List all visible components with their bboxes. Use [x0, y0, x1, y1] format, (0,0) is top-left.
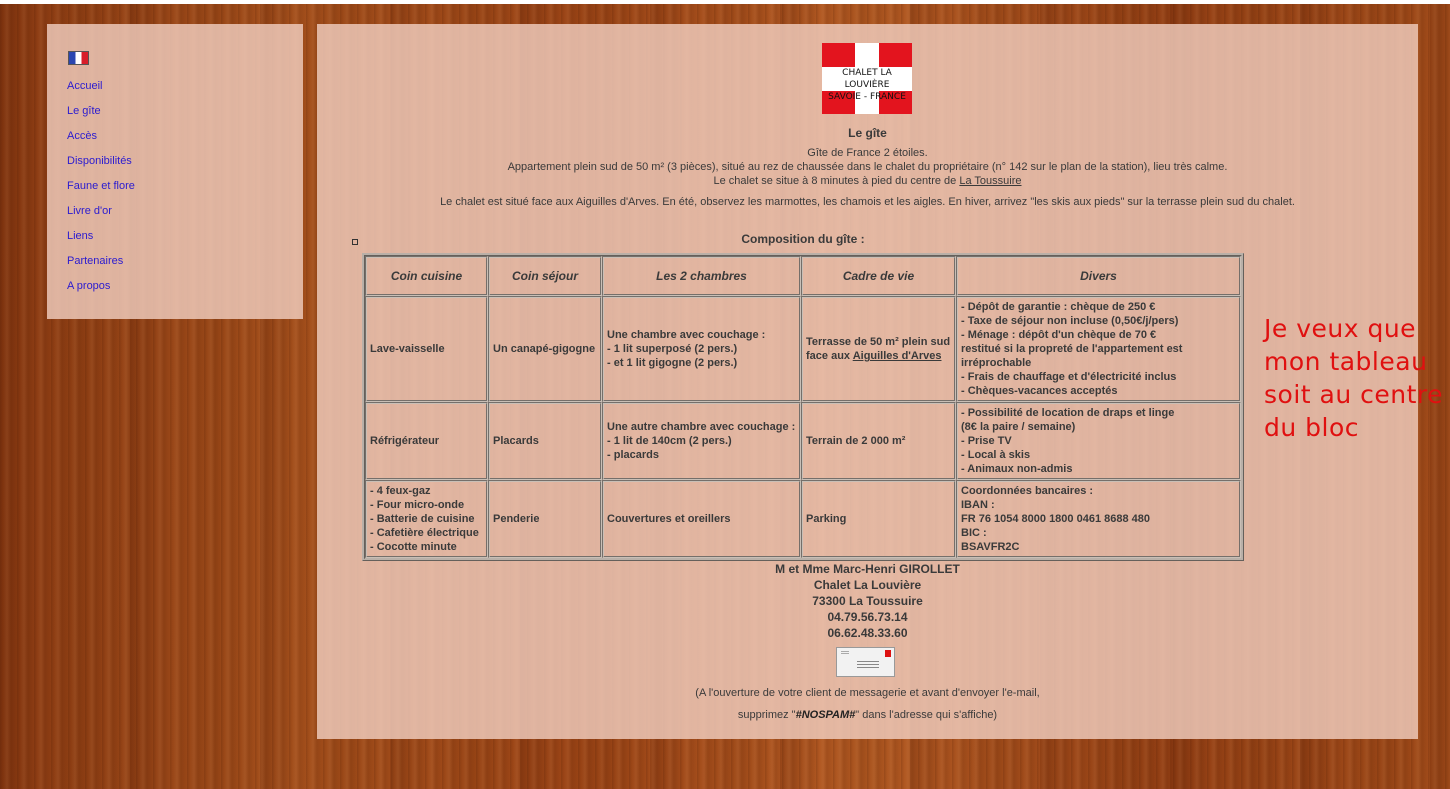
- header-divers: Divers: [956, 256, 1241, 296]
- table-cell: Lave-vaisselle: [365, 296, 488, 402]
- cell-line: - Taxe de séjour non incluse (0,50€/j/pers): [961, 315, 1179, 327]
- nav-link[interactable]: Accès: [67, 130, 97, 142]
- note-text: " dans l'adresse qui s'affiche): [855, 709, 998, 721]
- sidebar-item-liens[interactable]: [67, 229, 135, 254]
- envelope-icon[interactable]: [836, 647, 895, 677]
- table-row: [365, 402, 1241, 480]
- sidebar: [47, 24, 303, 319]
- main-content: [317, 24, 1418, 739]
- sidebar-item-livre-dor[interactable]: [67, 204, 135, 229]
- composition-table: [362, 253, 1244, 561]
- sidebar-item-le-gite[interactable]: [67, 104, 135, 129]
- cell-line: - Dépôt de garantie : chèque de 250 €: [961, 301, 1156, 313]
- cell-line: - Chèques-vacances acceptés: [961, 385, 1118, 397]
- table-header-row: [365, 256, 1241, 296]
- intro-line-3-text: Le chalet se situe à 8 minutes à pied du centre de: [713, 175, 960, 187]
- header-coin-sejour: Coin séjour: [488, 256, 602, 296]
- la-toussuire-link[interactable]: La Toussuire: [959, 175, 1022, 187]
- sidebar-item-partenaires[interactable]: [67, 254, 135, 279]
- sidebar-item-faune-et-flore[interactable]: [67, 179, 135, 204]
- header-coin-cuisine: Coin cuisine: [365, 256, 488, 296]
- intro-line-1: Gîte de France 2 étoiles.: [807, 147, 928, 159]
- table-row: [365, 296, 1241, 402]
- contact-block: [317, 561, 1418, 641]
- email-note-1: (A l'ouverture de votre client de messagerie et avant d'envoyer l'e-mail,: [695, 687, 1040, 699]
- cell-line: BSAVFR2C: [961, 541, 1020, 553]
- table-cell: [801, 296, 956, 402]
- cell-line: BIC :: [961, 527, 987, 539]
- cell-line: - Cocotte minute: [370, 541, 457, 553]
- table-cell: Penderie: [488, 480, 602, 558]
- cell-line: - 1 lit superposé (2 pers.): [607, 343, 738, 355]
- nav-link[interactable]: Partenaires: [67, 255, 124, 267]
- table-cell: Placards: [488, 402, 602, 480]
- contact-city: 73300 La Toussuire: [812, 594, 923, 608]
- table-cell: [956, 296, 1241, 402]
- nav-link[interactable]: Faune et flore: [67, 180, 135, 192]
- cell-line: - Animaux non-admis: [961, 463, 1073, 475]
- cell-line: FR 76 1054 8000 1800 0461 8688 480: [961, 513, 1150, 525]
- cell-line: Une autre chambre avec couchage :: [607, 421, 796, 433]
- cell-line: - Four micro-onde: [370, 499, 465, 511]
- cell-line: IBAN :: [961, 499, 995, 511]
- top-strip: [0, 0, 1450, 4]
- email-note-2: [317, 709, 1418, 721]
- table-cell: Terrain de 2 000 m²: [801, 402, 956, 480]
- cell-line: - 4 feux-gaz: [370, 485, 431, 497]
- table-cell: Couvertures et oreillers: [602, 480, 801, 558]
- cell-line: - placards: [607, 449, 659, 461]
- logo-line-1: CHALET LA LOUVIÈRE: [842, 68, 892, 90]
- envelope-stamp: [885, 650, 891, 657]
- nav-link[interactable]: A propos: [67, 280, 111, 292]
- aiguilles-darves-link[interactable]: Aiguilles d'Arves: [852, 350, 942, 362]
- intro-line-3: [317, 175, 1418, 187]
- table-cell: Un canapé-gigogne: [488, 296, 602, 402]
- envelope-sender-lines: [841, 651, 849, 652]
- nav-menu: [67, 79, 135, 304]
- cell-text: Terrasse de 50 m² plein sud face aux: [806, 336, 951, 362]
- contact-phone-2: 06.62.48.33.60: [827, 626, 908, 640]
- contact-name: M et Mme Marc-Henri GIROLLET: [775, 562, 960, 576]
- chalet-logo: [822, 43, 912, 114]
- sidebar-item-disponibilites[interactable]: [67, 154, 135, 179]
- table-cell: [956, 480, 1241, 558]
- cell-line: - Possibilité de location de draps et linge: [961, 407, 1175, 419]
- sidebar-item-accueil[interactable]: [67, 79, 135, 104]
- logo-text: [822, 67, 912, 103]
- composition-title: Composition du gîte :: [741, 232, 865, 246]
- nav-link[interactable]: Disponibilités: [67, 155, 132, 167]
- envelope-address-lines: [857, 661, 879, 662]
- nav-link[interactable]: Accueil: [67, 80, 103, 92]
- nav-link[interactable]: Le gîte: [67, 105, 101, 117]
- note-text: supprimez ": [737, 709, 796, 721]
- cell-line: Coordonnées bancaires :: [961, 485, 1094, 497]
- table-cell: Réfrigérateur: [365, 402, 488, 480]
- cell-line: - Ménage : dépôt d'un chèque de 70 €: [961, 329, 1157, 341]
- cell-line: - Local à skis: [961, 449, 1031, 461]
- contact-phone-1: 04.79.56.73.14: [827, 610, 908, 624]
- contact-place: Chalet La Louvière: [813, 578, 922, 592]
- table-cell: [602, 402, 801, 480]
- table-cell: [956, 402, 1241, 480]
- nav-link[interactable]: Livre d'or: [67, 205, 112, 217]
- cell-line: - Batterie de cuisine: [370, 513, 475, 525]
- nav-link[interactable]: Liens: [67, 230, 94, 242]
- cell-line: - Prise TV: [961, 435, 1012, 447]
- cell-line: - et 1 lit gigogne (2 pers.): [607, 357, 738, 369]
- cell-line: (8€ la paire / semaine): [961, 421, 1076, 433]
- cell-line: - Frais de chauffage et d'électricité inclus: [961, 371, 1177, 383]
- cell-line: - Cafetière électrique: [370, 527, 479, 539]
- cell-line: restitué si la propreté de l'appartement est irréprochable: [961, 343, 1183, 369]
- cell-line: Une chambre avec couchage :: [607, 329, 766, 341]
- page-title: Le gîte: [848, 126, 887, 140]
- table-row: [365, 480, 1241, 558]
- french-flag-icon[interactable]: [68, 51, 89, 65]
- sidebar-item-a-propos[interactable]: [67, 279, 135, 304]
- table-cell: [365, 480, 488, 558]
- sidebar-item-acces[interactable]: [67, 129, 135, 154]
- header-chambres: Les 2 chambres: [602, 256, 801, 296]
- table-cell: [602, 296, 801, 402]
- annotation-text: Je veux que mon tableau soit au centre du bloc: [1264, 314, 1444, 442]
- header-cadre-de-vie: Cadre de vie: [801, 256, 956, 296]
- logo-line-2: SAVOIE - FRANCE: [828, 92, 906, 102]
- nospam-text: #NOSPAM#: [795, 709, 856, 721]
- cell-line: - 1 lit de 140cm (2 pers.): [607, 435, 732, 447]
- intro-line-2: Appartement plein sud de 50 m² (3 pièces), situé au rez de chaussée dans le chalet du propriétaire (n° 142 sur le plan de la station), lieu très calme.: [507, 161, 1228, 173]
- intro-line-4: Le chalet est situé face aux Aiguilles d'Arves. En été, observez les marmottes, les chamois et les aigles. En hiver, arrivez "les skis aux pieds" sur la terrasse plein sud du chalet.: [440, 196, 1295, 208]
- table-cell: Parking: [801, 480, 956, 558]
